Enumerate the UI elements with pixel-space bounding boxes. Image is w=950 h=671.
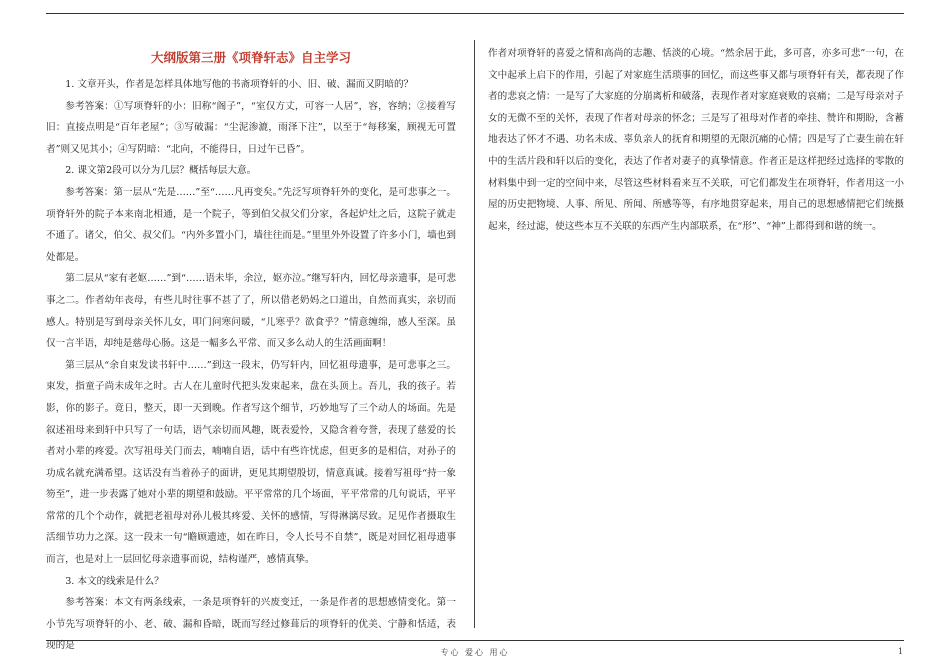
- page-title: 大纲版第三册《项脊轩志》自主学习: [150, 50, 351, 65]
- right-column: [488, 43, 904, 243]
- paragraph: 第二层从“家有老妪……”到“……语未毕，余泣，妪亦泣。”继写轩内，回忆母亲遗事，是可悲事之二。作者幼年丧母，有些儿时往事不甚了了，所以借老奶妈之口道出，自然而真实，亲切而感人。特别是写到母亲关怀儿女，叩门问寒问暖，“儿寒乎？欲食乎？”情意缠绵，感人至深。虽仅一言半语，却纯是慈母心肠。这是一幅多么平常、而又多么动人的生活画面啊！: [46, 273, 456, 350]
- paragraph: 3. 本文的线索是什么？: [65, 575, 164, 587]
- paragraph: 2. 课文第2段可以分为几层？概括每层大意。: [65, 165, 257, 177]
- left-column: [46, 40, 456, 652]
- header-rule: [46, 13, 904, 14]
- column-divider: [474, 40, 475, 628]
- footer-rule: [46, 640, 904, 641]
- paragraph: 1. 文章开头，作者是怎样具体地写他的书斋项脊轩的小、旧、破、漏而又阴暗的？: [65, 79, 414, 90]
- paragraph: 参考答案：本文有两条线索，一条是项脊轩的兴废变迁，一条是作者的思想感情变化。第一小节先写项脊轩的小、老、破、漏和昏暗，既而写经过修葺后的项脊轩的优美、宁静和恬适，表现的是: [46, 597, 456, 652]
- paragraph: 参考答案：①写项脊轩的小：旧称“阁子”，“室仅方丈，可容一人居”，容，容纳；②接着写旧：直接点明是“百年老屋”；③写破漏：“尘泥渗漉，雨泽下注”，以至于“每移案，顾视无可置者”则又见其小；④写阴暗：“北向，不能得日，日过午已昏”。: [46, 100, 456, 155]
- paragraph: 第三层从“余自束发读书轩中……”到这一段末，仍写轩内，回忆祖母遗事，是可悲事之三。束发，指童子尚未成年之时。古人在儿童时代把头发束起来，盘在头顶上。吾儿，我的孩子。若影，你的影子。竟日，整天，即一天到晚。作者写这个细节，巧妙地写了三个动人的场面。先是叙述祖母来到轩中只写了一句话，语气亲切而风趣，既表爱怜，又隐含着夸誉，表现了慈爱的长者对小辈的疼爱。次写祖母关门而去，喃喃自语，话中有些许忧虑，但更多的是相信，对孙子的功成名就充满希望。这话没有当着孙子的面讲，更见其期望殷切，情意真诚。接着写祖母“持一象笏至”，进一步表露了她对小辈的期望和鼓励。平平常常的几个场面，平平常常的几句说话，平平常常的几个个动作，就把老祖母对孙儿极其疼爱、关怀的感情，写得淋漓尽致。足见作者摄取生活细节功力之深。这一段末一句“瞻顾遗迹，如在昨日，令人长号不自禁”，既是对回忆祖母遗事而言，也是对上一层回忆母亲遗事而说，结构谨严，感情真挚。: [46, 359, 456, 566]
- footer-text: 专心 爱心 用心: [440, 648, 510, 657]
- paragraph: 参考答案：第一层从“先是……”至“……凡再变矣。”先泛写项脊轩外的变化，是可悲事之一。项脊轩外的院子本来南北相通，是一个院子，等到伯父叔父们分家，各起炉灶之后，这院子就走不通了。诸父，伯父、叔父们。“内外多置小门，墙往往而是。”里里外外设置了许多小门，墙也到处都是。: [46, 186, 456, 263]
- paragraph: 作者对项脊轩的喜爱之情和高尚的志趣、恬淡的心境。“然余居于此，多可喜，亦多可悲”一句，在文中起承上启下的作用，引起了对家庭生活琐事的回忆，而这些事又都与项脊轩有关，都表现了作者的悲哀之情：一是写了大家庭的分崩离析和破落，表现作者对家庭衰败的哀痛；二是写母亲对子女的无微不至的关怀，表现了作者对母亲的怀念；三是写了祖母对作者的牵挂、赞许和期盼，含蓄地表达了怀才不遇、功名未成、辜负亲人的抚育和期望的无限沉痛的心情；四是写了亡妻生前在轩中的生活片段和轩以后的变化，表达了作者对妻子的真挚情意。作者正是这样把经过选择的零散的材料集中到一定的空间中来，尽管这些材料看来互不关联，可它们都发生在项脊轩，作者用这一小屋的历史把物境、人事、所见、所闻、所感等等，有序地贯穿起来，用自己的思想感情把它们统摄起来，经过滤，使这些本互不关联的东西产生内部联系，在“形”、“神”上都得到和谐的统一。: [488, 48, 904, 232]
- page-number: 1: [898, 647, 904, 656]
